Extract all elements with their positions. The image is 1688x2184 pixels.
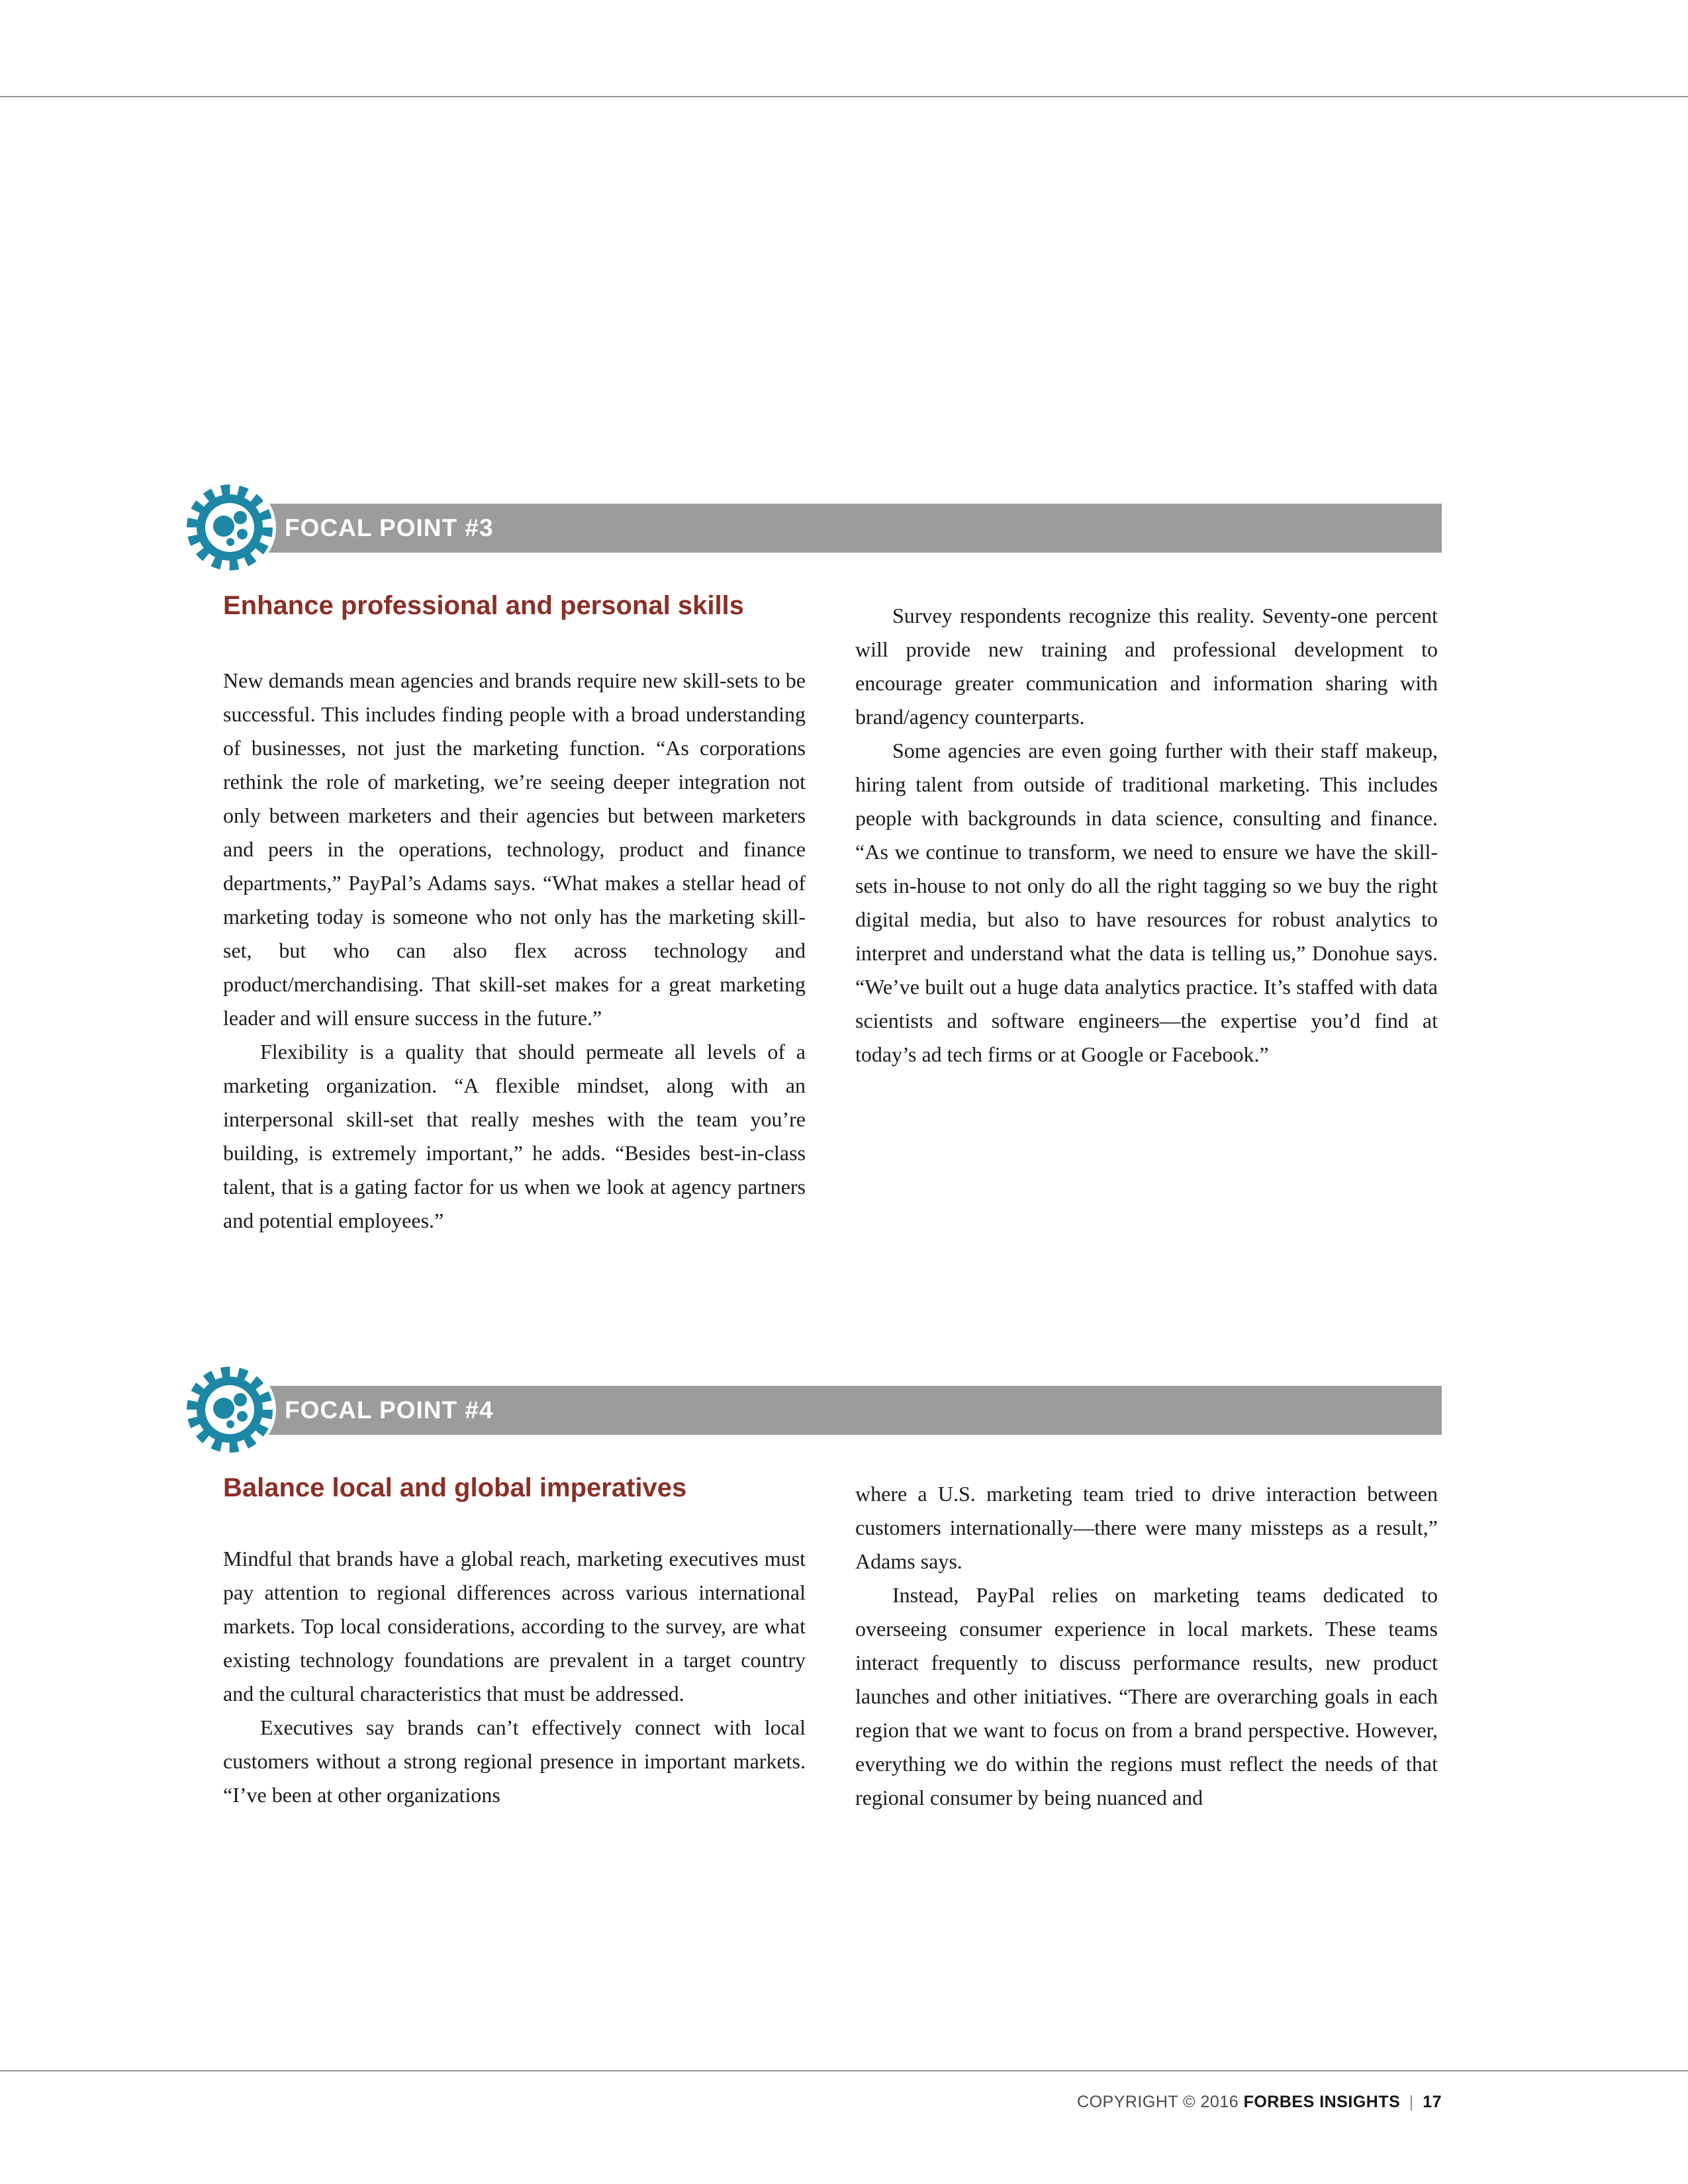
focal-point-3-banner-label: FOCAL POINT #3 — [285, 514, 494, 541]
section-heading-enhance-skills: Enhance professional and personal skills — [223, 591, 744, 620]
footer-brand: FORBES INSIGHTS — [1243, 2093, 1401, 2111]
gear-icon — [182, 480, 277, 575]
footer — [1077, 2093, 1442, 2112]
focal-point-4-banner-label: FOCAL POINT #4 — [285, 1396, 494, 1424]
focal-point-4-left-column — [223, 1542, 806, 1812]
focal-point-4-right-column — [855, 1477, 1438, 1815]
focal-point-3-right-column — [855, 599, 1438, 1071]
body-paragraph: Flexibility is a quality that should permeate all levels of a marketing organization. “A flexible mindset, along with an interpersonal skill-set that really meshes with the team you’re building, is extremely important,” he adds. “Besides best-in-class talent, that is a gating factor for us when we look at agency partners and potential employees.” — [223, 1040, 806, 1232]
focal-point-4-banner — [203, 1386, 1442, 1435]
body-paragraph: Mindful that brands have a global reach, marketing executives must pay attention to regional differences across various international markets. Top local considerations, according to the survey, are what existing technology foundations are prevalent in a target country and the cultural characteristics that must be addressed. — [223, 1547, 806, 1706]
body-paragraph: where a U.S. marketing team tried to drive interaction between customers internationally—there were many missteps as a result,” Adams says. — [855, 1482, 1438, 1573]
body-paragraph: Executives say brands can’t effectively connect with local customers without a strong regional presence in important markets. “I’ve been at other organizations — [223, 1715, 806, 1807]
gear-icon — [182, 1362, 277, 1457]
footer-page-number: 17 — [1423, 2093, 1442, 2111]
footer-copyright: COPYRIGHT © 2016 — [1077, 2093, 1239, 2111]
focal-point-3-left-column — [223, 664, 806, 1238]
section-heading-balance-imperatives: Balance local and global imperatives — [223, 1473, 687, 1502]
top-rule — [0, 96, 1688, 97]
footer-rule — [0, 2070, 1688, 2071]
body-paragraph: New demands mean agencies and brands require new skill-sets to be successful. This includes finding people with a broad understanding of businesses, not just the marketing function. “As corporations rethink the role of marketing, we’re seeing deeper integration not only between marketers and their agencies but between marketers and peers in the operations, technology, product and finance departments,” PayPal’s Adams says. “What makes a stellar head of marketing today is someone who not only has the marketing skill-set, but who can also flex across technology and product/merchandising. That skill-set makes for a great marketing leader and will ensure success in the future.” — [223, 668, 806, 1030]
body-paragraph: Survey respondents recognize this reality. Seventy-one percent will provide new training and professional development to encourage greater communication and information sharing with brand/agency counterparts. — [855, 604, 1438, 729]
body-paragraph: Some agencies are even going further with their staff makeup, hiring talent from outside of traditional marketing. This includes people with backgrounds in data science, consulting and finance. “As we continue to transform, we need to ensure we have the skill-sets in-house to not only do all the right tagging so we buy the right digital media, but also to have resources for robust analytics to interpret and understand what the data is telling us,” Donohue says. “We’ve built out a huge data analytics practice. It’s staffed with data scientists and software engineers—the expertise you’d find at today’s ad tech firms or at Google or Facebook.” — [855, 739, 1438, 1066]
footer-separator: | — [1409, 2093, 1414, 2111]
body-paragraph: Instead, PayPal relies on marketing teams dedicated to overseeing consumer experience in local markets. These teams interact frequently to discuss performance results, new product launches and other initiatives. “There are overarching goals in each region that we want to focus on from a brand perspective. However, everything we do within the regions must reflect the needs of that regional consumer by being nuanced and — [855, 1583, 1438, 1809]
focal-point-3-banner — [203, 504, 1442, 553]
